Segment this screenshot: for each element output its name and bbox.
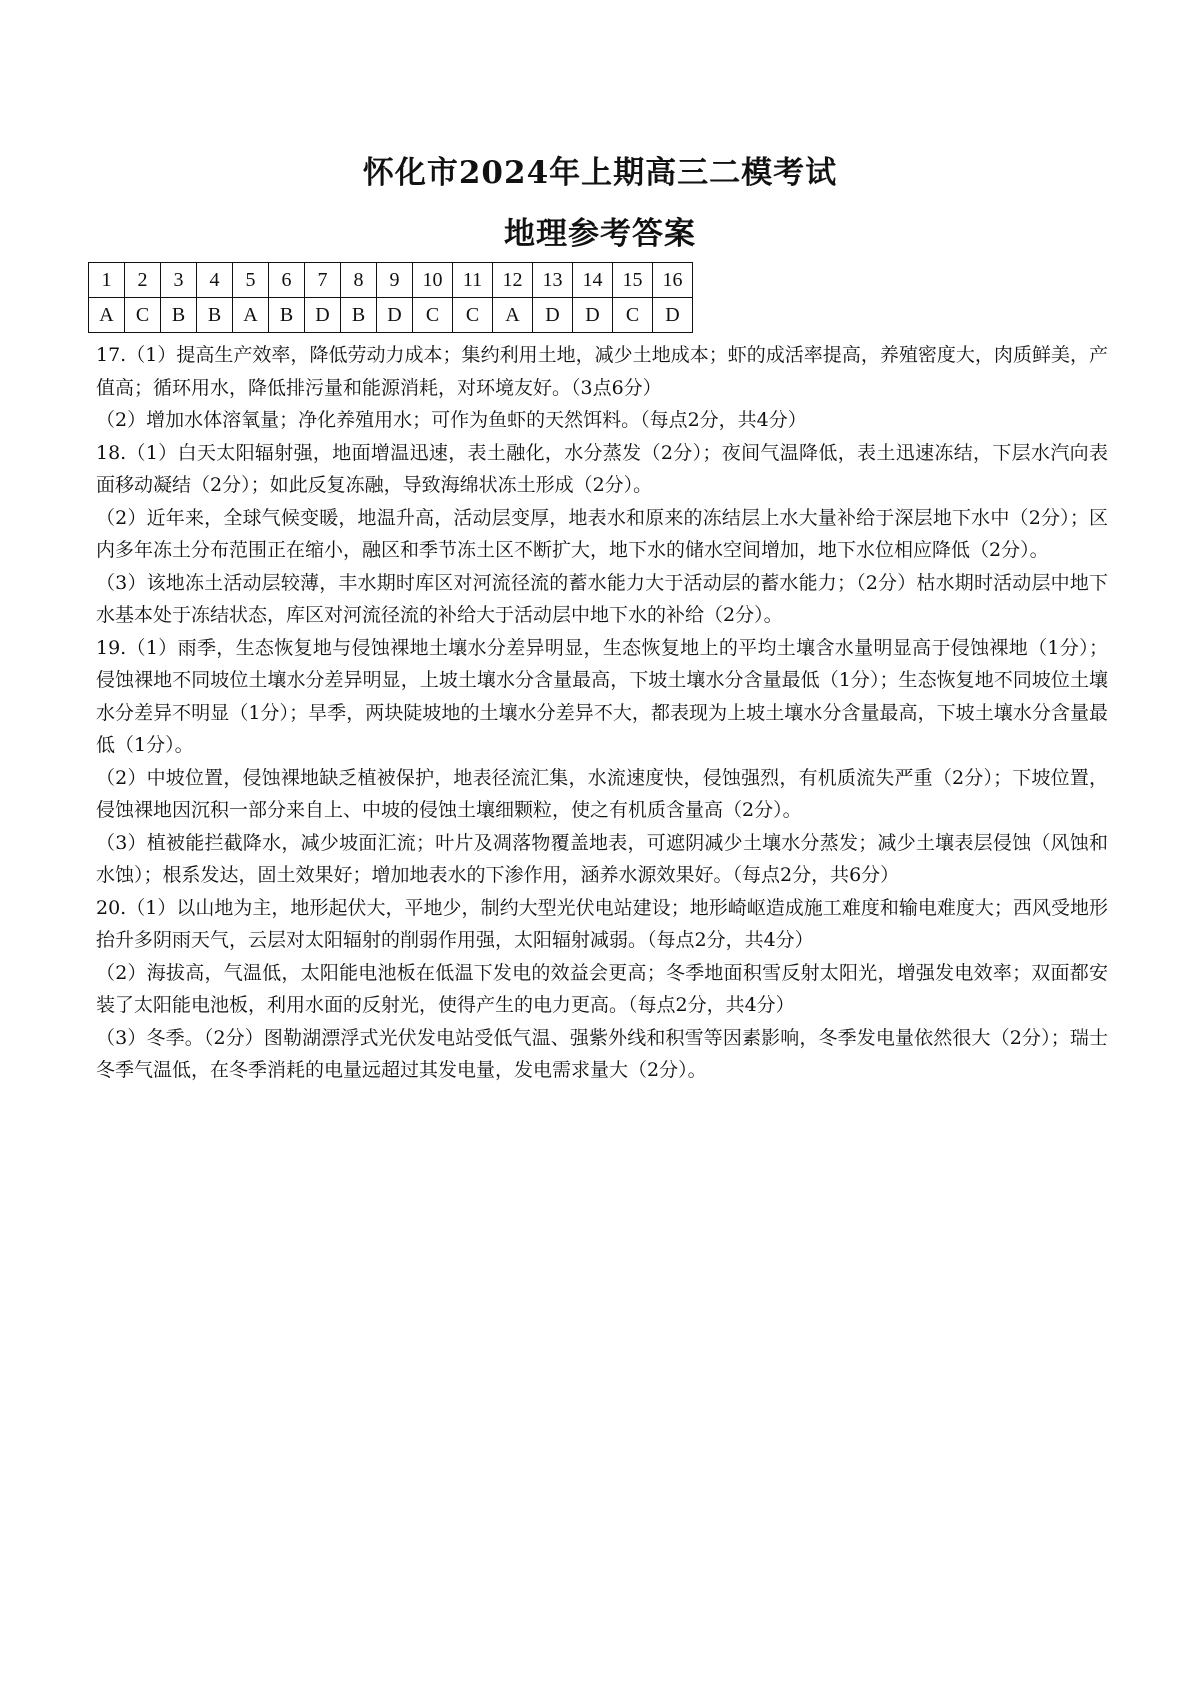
paragraph-20-2: （2）海拔高，气温低，太阳能电池板在低温下发电的效益会更高；冬季地面积雪反射太阳光，增强发电效率；双面都安装了太阳能电池板，利用水面的反射光，使得产生的电力更高。（每点2分，共4分） xyxy=(96,961,1108,1016)
answer-cell: C xyxy=(453,298,493,333)
answer-cell: D xyxy=(653,298,693,333)
question-number-cell: 12 xyxy=(493,263,533,298)
paragraph-18-3: （3）该地冻土活动层较薄，丰水期时库区对河流径流的蓄水能力大于活动层的蓄水能力；（2分）枯水期时活动层中地下水基本处于冻结状态，库区对河流径流的补给大于活动层中地下水的补给（2分）。 xyxy=(96,571,1108,626)
paragraph-19-3: （3）植被能拦截降水，减少坡面汇流；叶片及凋落物覆盖地表，可遮阴减少土壤水分蒸发；减少土壤表层侵蚀（风蚀和水蚀）；根系发达，固土效果好；增加地表水的下渗作用，涵养水源效果好。（每点2分，共6分） xyxy=(96,831,1108,886)
paragraph-18-2: （2）近年来，全球气候变暖，地温升高，活动层变厚，地表水和原来的冻结层上水大量补给于深层地下水中（2分）；区内多年冻土分布范围正在缩小，融区和季节冻土区不断扩大，地下水的储水空间增加，地下水位相应降低（2分）。 xyxy=(96,506,1108,561)
answer-cell: D xyxy=(533,298,573,333)
answer-cell: B xyxy=(197,298,233,333)
question-number-cell: 11 xyxy=(453,263,493,298)
question-number-cell: 14 xyxy=(573,263,613,298)
question-number-cell: 7 xyxy=(305,263,341,298)
question-number-cell: 2 xyxy=(125,263,161,298)
answer-cell: A xyxy=(493,298,533,333)
answer-cell: C xyxy=(413,298,453,333)
question-number-cell: 5 xyxy=(233,263,269,298)
answer-cell: A xyxy=(89,298,125,333)
answer-cell: C xyxy=(125,298,161,333)
question-number-cell: 15 xyxy=(613,263,653,298)
question-number-cell: 4 xyxy=(197,263,233,298)
page-subtitle: 地理参考答案 xyxy=(504,216,696,252)
answer-cell: D xyxy=(573,298,613,333)
question-number-cell: 13 xyxy=(533,263,573,298)
answer-cell: A xyxy=(233,298,269,333)
answer-cell: C xyxy=(613,298,653,333)
answer-row xyxy=(89,298,693,333)
question-number-row xyxy=(89,263,693,298)
paragraph-20-3: （3）冬季。（2分）图勒湖漂浮式光伏发电站受低气温、强紫外线和积雪等因素影响，冬季发电量依然很大（2分）；瑞士冬季气温低，在冬季消耗的电量远超过其发电量，发电需求量大（2分）。 xyxy=(96,1026,1108,1081)
answer-cell: D xyxy=(305,298,341,333)
question-number-cell: 9 xyxy=(377,263,413,298)
paragraph-19-1: 19.（1）雨季，生态恢复地与侵蚀裸地土壤水分差异明显，生态恢复地上的平均土壤含水量明显高于侵蚀裸地（1分）；侵蚀裸地不同坡位土壤水分差异明显，上坡土壤水分含量最高，下坡土壤水分含量最低（1分）；生态恢复地不同坡位土壤水分差异不明显（1分）；旱季，两块陡坡地的土壤水分差异不大，都表现为上坡土壤水分含量最高，下坡土壤水分含量最低（1分）。 xyxy=(96,636,1108,756)
question-number-cell: 16 xyxy=(653,263,693,298)
answer-cell: D xyxy=(377,298,413,333)
page-title: 怀化市2024年上期高三二模考试 xyxy=(362,155,838,191)
answer-cell: B xyxy=(341,298,377,333)
question-number-cell: 1 xyxy=(89,263,125,298)
answer-cell: B xyxy=(161,298,197,333)
answer-cell: B xyxy=(269,298,305,333)
question-number-cell: 3 xyxy=(161,263,197,298)
question-number-cell: 8 xyxy=(341,263,377,298)
paragraph-17-2: （2）增加水体溶氧量；净化养殖用水；可作为鱼虾的天然饵料。（每点2分，共4分） xyxy=(96,409,807,431)
question-number-cell: 10 xyxy=(413,263,453,298)
answer-text-body xyxy=(96,339,1108,1087)
answer-table xyxy=(88,262,693,333)
paragraph-19-2: （2）中坡位置，侵蚀裸地缺乏植被保护，地表径流汇集，水流速度快，侵蚀强烈，有机质流失严重（2分）；下坡位置，侵蚀裸地因沉积一部分来自上、中坡的侵蚀土壤细颗粒，使之有机质含量高（2分）。 xyxy=(96,766,1108,821)
paragraph-18-1: 18.（1）白天太阳辐射强，地面增温迅速，表土融化，水分蒸发（2分）；夜间气温降低，表土迅速冻结，下层水汽向表面移动凝结（2分）；如此反复冻融，导致海绵状冻土形成（2分）。 xyxy=(96,441,1108,496)
question-number-cell: 6 xyxy=(269,263,305,298)
paragraph-20-1: 20.（1）以山地为主，地形起伏大，平地少，制约大型光伏电站建设；地形崎岖造成施工难度和输电难度大；西风受地形抬升多阴雨天气，云层对太阳辐射的削弱作用强，太阳辐射减弱。（每点2分，共4分） xyxy=(96,896,1108,951)
paragraph-17-1: 17.（1）提高生产效率，降低劳动力成本；集约利用土地，减少土地成本；虾的成活率提高，养殖密度大，肉质鲜美，产值高；循环用水，降低排污量和能源消耗，对环境友好。（3点6分） xyxy=(96,344,1108,399)
